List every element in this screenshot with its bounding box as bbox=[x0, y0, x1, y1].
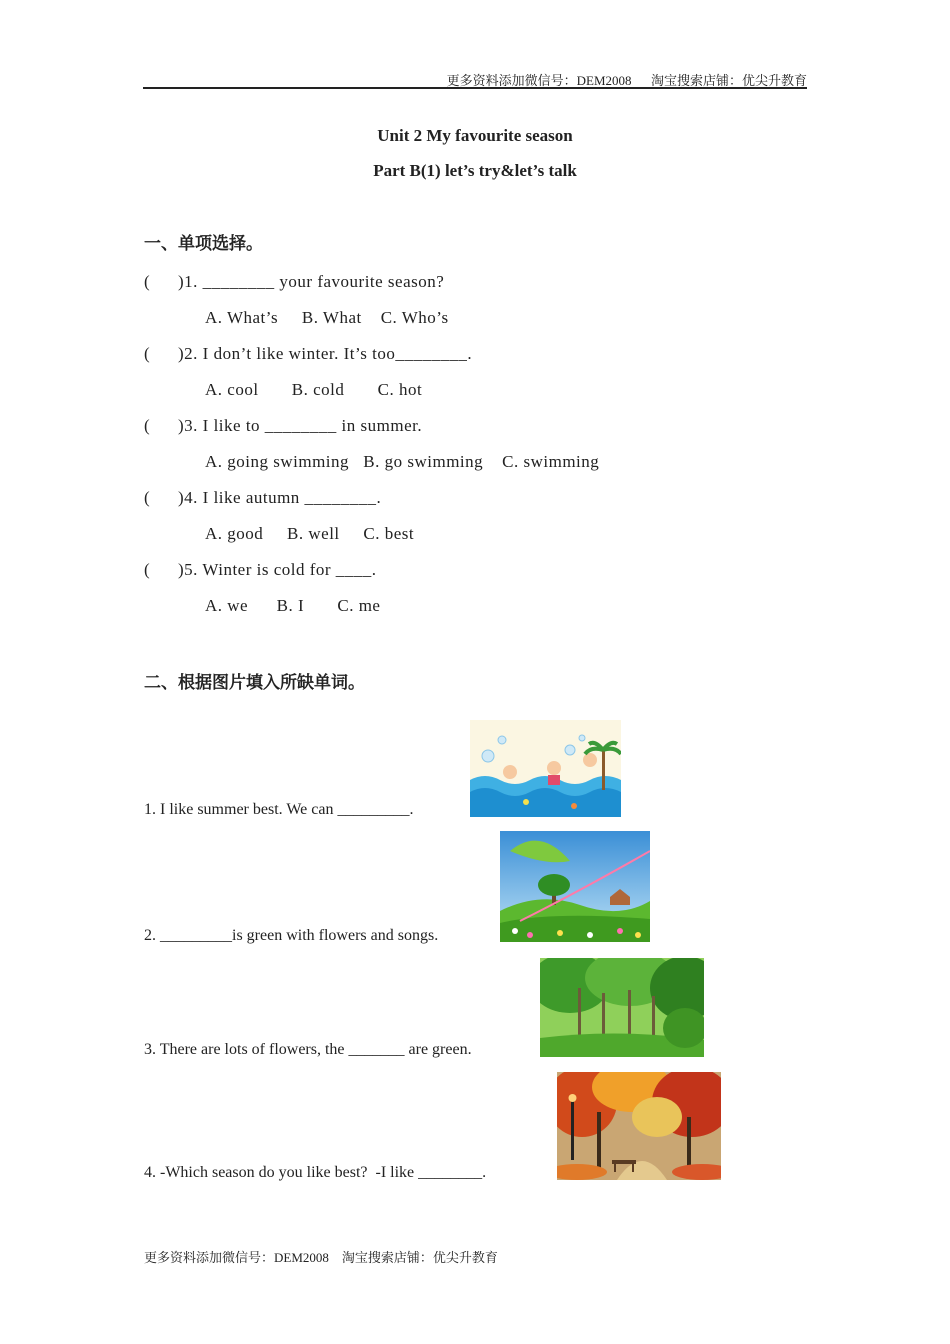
green-trees-picture bbox=[540, 958, 704, 1057]
fill-item-1: 1. I like summer best. We can _________. bbox=[144, 801, 414, 818]
fill-item-4: 4. -Which season do you like best? -I like ________. bbox=[144, 1164, 487, 1181]
unit-title: Unit 2 My favourite season bbox=[377, 126, 573, 145]
header-rule bbox=[143, 87, 807, 89]
question-3-options: A. going swimming B. go swimming C. swimming bbox=[205, 452, 600, 471]
fill-item-2: 2. _________is green with flowers and songs. bbox=[144, 927, 439, 944]
question-text: )1. ________ your favourite season? bbox=[178, 272, 445, 291]
answer-paren: ( bbox=[144, 416, 151, 435]
question-text: )5. Winter is cold for ____. bbox=[178, 560, 377, 579]
question-text: )4. I like autumn ________. bbox=[178, 488, 382, 507]
header-text: 更多资料添加微信号：DEM2008 淘宝搜索店铺：优尖升教育 bbox=[446, 73, 807, 88]
summer-swimming-picture bbox=[470, 720, 621, 817]
answer-paren: ( bbox=[144, 272, 151, 291]
answer-paren: ( bbox=[144, 344, 151, 363]
question-2-options: A. cool B. cold C. hot bbox=[205, 380, 423, 399]
section-1-heading: 一、单项选择。 bbox=[144, 234, 263, 254]
answer-paren: ( bbox=[144, 488, 151, 507]
spring-meadow-picture bbox=[500, 831, 650, 942]
question-4-options: A. good B. well C. best bbox=[205, 524, 415, 543]
autumn-park-picture bbox=[557, 1072, 721, 1180]
question-text: )2. I don’t like winter. It’s too________. bbox=[178, 344, 473, 363]
question-1-options: A. What’s B. What C. Who’s bbox=[205, 308, 449, 327]
fill-item-3: 3. There are lots of flowers, the _______ are green. bbox=[144, 1041, 472, 1058]
question-text: )3. I like to ________ in summer. bbox=[178, 416, 423, 435]
answer-paren: ( bbox=[144, 560, 151, 579]
question-5-options: A. we B. I C. me bbox=[205, 596, 381, 615]
part-title: Part B(1) let’s try&let’s talk bbox=[373, 161, 577, 180]
footer-text: 更多资料添加微信号：DEM2008 淘宝搜索店铺：优尖升教育 bbox=[144, 1250, 498, 1265]
section-2-heading: 二、根据图片填入所缺单词。 bbox=[144, 673, 365, 693]
